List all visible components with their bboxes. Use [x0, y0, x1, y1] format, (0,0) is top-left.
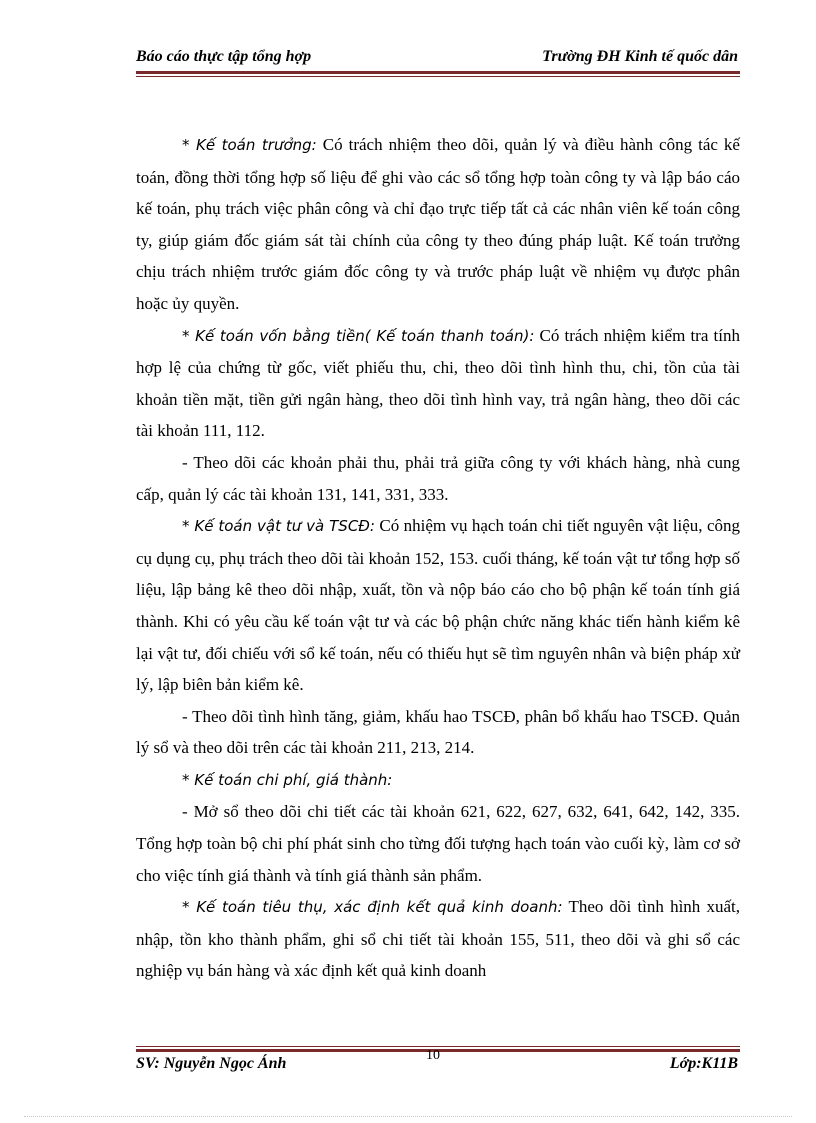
- paragraph-text: Có trách nhiệm theo dõi, quản lý và điều hành công tác kế toán, đồng thời tổng hợp số liệu để ghi vào các sổ tổng hợp toàn công ty và lập báo cáo kế toán, phụ trách việc phân công và chỉ đạo trực tiếp tất cả các nhân viên kế toán công ty, giúp giám đốc giám sát tài chính của công ty theo đúng pháp luật. Kế toán trưởng chịu trách nhiệm trước giám đốc công ty và trước pháp luật về nhiệm vụ được phân hoặc ủy quyền.: [136, 135, 740, 313]
- paragraph-text: Có nhiệm vụ hạch toán chi tiết nguyên vật liệu, công cụ dụng cụ, phụ trách theo dõi tài khoản 152, 153. cuối tháng, kế toán vật tư tổng hợp số liệu, lập bảng kê theo dõi nhập, xuất, tồn và nộp báo cáo cho bộ phận kế toán tính giá thành. Khi có yêu cầu kế toán vật tư và các bộ phận chức năng khác tiến hành kiểm kê lại vật tư, đối chiếu với sổ kế toán, nếu có thiếu hụt sẽ tìm nguyên nhân và biện pháp xử lý, lập biên bản kiểm kê.: [136, 516, 740, 695]
- paragraph-fixed-assets: [136, 701, 740, 764]
- paragraph-label: * Kế toán trưởng:: [182, 136, 317, 154]
- paragraph-text: - Mở sổ theo dõi chi tiết các tài khoản 621, 622, 627, 632, 641, 642, 142, 335. Tổng hợp toàn bộ chi phí phát sinh cho từng đối tượng hạch toán vào cuối kỳ, làm cơ sở cho việc tính giá thành và tính giá thành sản phẩm.: [136, 802, 740, 885]
- paragraph-text: - Theo dõi các khoản phải thu, phải trả giữa công ty với khách hàng, nhà cung cấp, quản lý các tài khoản 131, 141, 331, 333.: [136, 452, 740, 504]
- footer-class: Lớp:K11B: [669, 1055, 738, 1072]
- paragraph-cost-accountant: [136, 764, 740, 797]
- paragraph-receivables: [136, 447, 740, 510]
- paragraph-cost-details: [136, 796, 740, 891]
- paragraph-text: Có trách nhiệm kiểm tra tính hợp lệ của chứng từ gốc, viết phiếu thu, chi, theo dõi tình hình thu, chi, tồn của tài khoản tiền mặt, tiền gửi ngân hàng, theo dõi tình hình vay, trả ngân hàng, theo dõi các tài khoản 111, 112.: [136, 325, 740, 441]
- paragraph-label: * Kế toán chi phí, giá thành:: [182, 770, 393, 789]
- header-rule: [136, 71, 740, 77]
- paragraph-cash-accountant: [136, 320, 740, 447]
- paragraph-chief-accountant: [136, 129, 740, 320]
- paragraph-label: * Kế toán tiêu thụ, xác định kết quả kinh doanh:: [182, 898, 563, 917]
- page-bottom-dotted-line: [24, 1116, 792, 1117]
- page-header: [136, 48, 740, 70]
- header-university: Trường ĐH Kinh tế quốc dân: [542, 48, 738, 65]
- paragraph-label: * Kế toán vật tư và TSCĐ:: [182, 517, 375, 536]
- paragraph-sales-accountant: [136, 891, 740, 987]
- paragraph-materials-accountant: [136, 510, 740, 701]
- page-number: 10: [426, 1048, 440, 1063]
- paragraph-text: - Theo dõi tình hình tăng, giảm, khấu hao TSCĐ, phân bổ khấu hao TSCĐ. Quản lý sổ và theo dõi trên các tài khoản 211, 213, 214.: [136, 706, 740, 758]
- body-text: [136, 129, 740, 987]
- page-footer: [136, 1048, 740, 1079]
- paragraph-label: * Kế toán vốn bằng tiền( Kế toán thanh toán):: [182, 326, 535, 345]
- header-report-title: Báo cáo thực tập tổng hợp: [136, 48, 312, 65]
- footer-student: SV: Nguyễn Ngọc Ánh: [136, 1055, 287, 1072]
- paragraph-text: Theo dõi tình hình xuất, nhập, tồn kho thành phẩm, ghi sổ chi tiết tài khoản 155, 511, theo dõi và ghi sổ các nghiệp vụ bán hàng và xác định kết quả kinh doanh: [136, 897, 740, 981]
